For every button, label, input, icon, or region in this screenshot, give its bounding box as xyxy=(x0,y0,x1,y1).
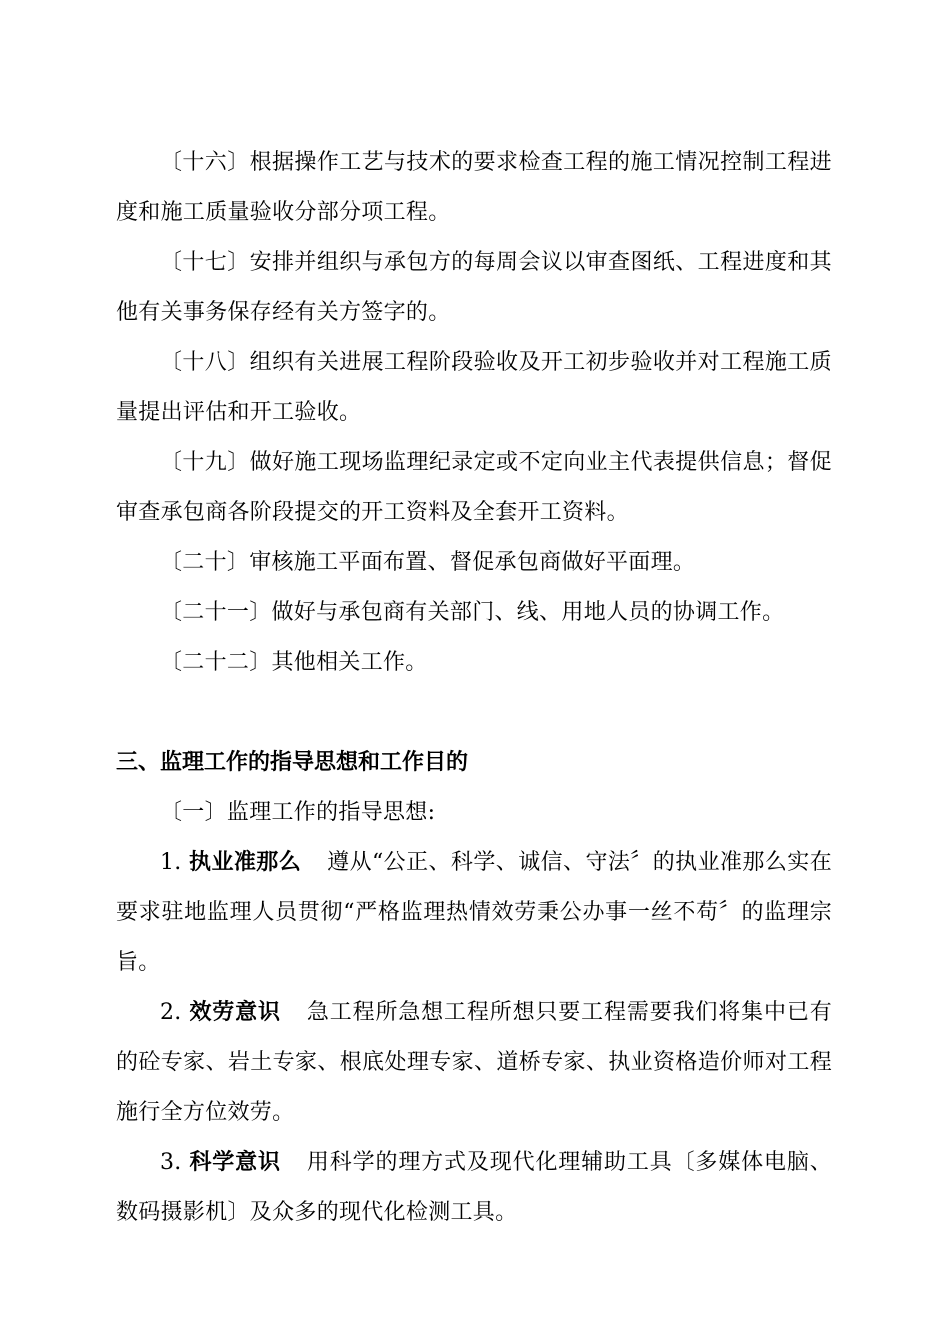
item-number: 3. xyxy=(160,1150,182,1175)
item-title: 效劳意识 xyxy=(189,1000,281,1025)
item-number: 2. xyxy=(160,1000,182,1025)
subsection-heading: 〔一〕监理工作的指导思想: xyxy=(160,800,436,825)
section-heading: 三、监理工作的指导思想和工作目的 xyxy=(116,750,469,775)
paragraph-21: 〔二十一〕做好与承包商有关部门、线、用地人员的协调工作。 xyxy=(160,600,785,625)
paragraph-22: 〔二十二〕其他相关工作。 xyxy=(160,650,428,675)
item-text: 急工程所急想工程所想只要工程需要我们将集中已有的砼专家、岩土专家、根底处理专家、道桥专家、执业资格造价师对工程施行全方位效劳。 xyxy=(116,1000,833,1125)
item-title: 科学意识 xyxy=(189,1150,281,1175)
guideline-item-3 xyxy=(116,1138,832,1238)
guideline-item-2 xyxy=(116,988,832,1138)
item-number: 1. xyxy=(160,850,182,875)
paragraph-20: 〔二十〕审核施工平面布置、督促承包商做好平面理。 xyxy=(160,550,696,575)
paragraph-18: 〔十八〕组织有关进展工程阶段验收及开工初步验收并对工程施工质量提出评估和开工验收。 xyxy=(116,350,832,425)
paragraph-19: 〔十九〕做好施工现场监理纪录定或不定向业主代表提供信息；督促审查承包商各阶段提交的开工资料及全套开工资料。 xyxy=(116,450,832,525)
item-title: 执业准那么 xyxy=(189,850,302,875)
item-text: 遵从“公正、科学、诚信、守法〞的执业准那么实在要求驻地监理人员贯彻“严格监理热情效劳秉公办事一丝不苟〞的监理宗旨。 xyxy=(116,850,832,975)
guideline-item-1 xyxy=(116,838,832,988)
paragraph-17: 〔十七〕安排并组织与承包方的每周会议以审查图纸、工程进度和其他有关事务保存经有关方签字的。 xyxy=(116,250,832,325)
paragraph-16: 〔十六〕根据操作工艺与技术的要求检查工程的施工情况控制工程进度和施工质量验收分部分项工程。 xyxy=(116,150,832,225)
item-text: 用科学的理方式及现代化理辅助工具〔多媒体电脑、数码摄影机〕及众多的现代化检测工具。 xyxy=(116,1150,833,1225)
